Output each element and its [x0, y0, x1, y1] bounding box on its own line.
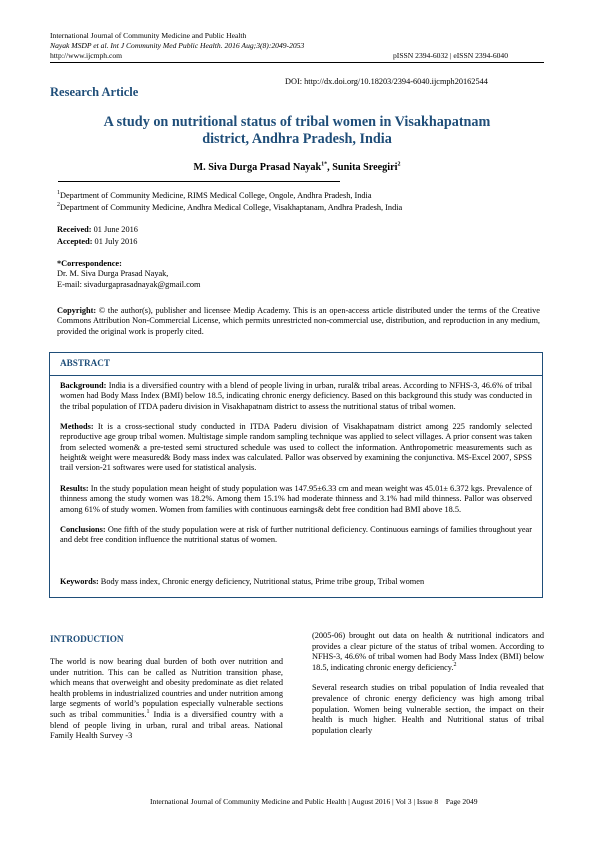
methods-label: Methods:: [60, 422, 94, 431]
affiliation-text: Department of Community Medicine, Andhra Medical College, Visakhaptanam, Andhra Pradesh, India: [60, 203, 403, 212]
intro-paragraph: [50, 657, 283, 742]
abstract-keywords: [60, 577, 532, 587]
abstract-header: [50, 353, 542, 376]
article-title: [50, 114, 544, 148]
keywords-label: Keywords:: [60, 577, 99, 586]
keywords-text: Body mass index, Chronic energy deficiency, Nutritional status, Prime tribe group, Tribal women: [98, 577, 425, 586]
correspondence-name: Dr. M. Siva Durga Prasad Nayak,: [57, 269, 169, 279]
affiliation-superscript: 2: [57, 202, 60, 209]
intro-left-column: [50, 657, 283, 752]
accepted-label: Accepted:: [57, 237, 93, 246]
page-footer: International Journal of Community Medicine and Public Health | August 2016 | Vol 3 | Issue 8 Page 2049: [150, 797, 478, 806]
abstract-conclusions: [60, 525, 532, 546]
citation-line: Nayak MSDP et al. Int J Community Med Public Health. 2016 Aug;3(8):2049-2053: [50, 41, 305, 50]
results-text: In the study population mean height of study population was 147.95±6.33 cm and mean weight was 45.01± 6.372 kgs. Prevalence of thinness among the study women was 18.2%. Among them 15.1% had moderate thinness and 3.1% had mild thinness. Pallor was observed among 61% of study women. Women from families with continuous earnings& debt free condition had BMI above 18.5.: [60, 484, 532, 514]
intro-right-column: [312, 631, 544, 746]
methods-text: It is a cross-sectional study conducted in ITDA Paderu division of Visakhapatnam district among 225 randomly selected reproductive age group tribal women. Multistage simple random sampling technique was applied to select villages. A prior consent was taken from selected women& a pre-tested semi structured schedule was used to collect the information. Anthropometric measurements such as height& weight were measured& Body mass index was calculated. Pallor was observed by examining the conjunctiva. MS-Excel 2007, SPSS trail version-21 softwares were used for statistical analysis.: [60, 422, 532, 473]
journal-url[interactable]: http://www.ijcmph.com: [50, 51, 123, 60]
citation-superscript: 2: [453, 662, 457, 669]
title-line-1: A study on nutritional status of tribal women in Visakhapatnam: [103, 114, 491, 130]
received-date: [57, 225, 138, 235]
title-line-2: district, Andhra Pradesh, India: [202, 131, 392, 147]
introduction-heading: INTRODUCTION: [50, 634, 124, 644]
intro-paragraph: [312, 683, 544, 736]
copyright-text: © the author(s), publisher and licensee Medip Academy. This is an open-access article distributed under the terms of the Creative Commons Attribution Non-Commercial License, which permits unrestricted non-commercial use, distribution, and reproduction in any medium, provided the original work is properly cited.: [57, 306, 540, 336]
doi-line[interactable]: DOI: http://dx.doi.org/10.18203/2394-6040.ijcmph20162544: [285, 77, 488, 86]
copyright-label: Copyright:: [57, 306, 97, 315]
author-superscript: 1*: [321, 161, 328, 168]
affiliation-1: [57, 191, 372, 201]
conclusions-label: Conclusions:: [60, 525, 106, 534]
abstract-box: [49, 352, 543, 598]
conclusions-text: One fifth of the study population were at risk of further nutritional deficiency. Continuous earnings of families throughout year and debt free condition influence the nutritional status of women.: [60, 525, 532, 545]
author-name: Sunita Sreegiri: [332, 162, 398, 173]
abstract-methods: [60, 422, 532, 473]
background-label: Background:: [60, 381, 107, 390]
intro-paragraph: [312, 631, 544, 673]
intro-text: India is a diversified country with a blend of people living in urban, rural and tribal areas. National Family Health Survey -3: [50, 709, 283, 741]
author-list: [50, 162, 544, 173]
intro-text: The world is now bearing dual burden of both over nutrition and under nutrition. This can be called as Nutrition transition phase, which means that overweight and obesity predominate as diet related health problems in industrialized countries and under nutrition among large segments of world’s population especially vulnerable sections such as tribal communities.: [50, 657, 283, 719]
issn-line: pISSN 2394-6032 | eISSN 2394-6040: [393, 51, 509, 60]
results-label: Results:: [60, 484, 89, 493]
author-separator: ,: [327, 162, 333, 173]
correspondence-label: *Correspondence:: [57, 259, 122, 268]
intro-text: Several research studies on tribal population of India revealed that prevalence of chronic energy deficiency was high among tribal population. Women being vulnerable section, the impact on their health is much higher. Health and Nutritional status of tribal population clearly: [312, 683, 544, 735]
citation-superscript: 1: [146, 709, 150, 716]
received-value: 01 June 2016: [91, 225, 138, 234]
correspondence-email[interactable]: E-mail: sivadurgaprasadnayak@gmail.com: [57, 279, 201, 289]
correspondence-block: [57, 259, 200, 290]
received-label: Received:: [57, 225, 92, 234]
abstract-background: [60, 381, 532, 412]
author-divider: [58, 181, 340, 182]
journal-name: International Journal of Community Medicine and Public Health: [50, 31, 247, 40]
accepted-date: [57, 237, 137, 247]
author-superscript: 2: [397, 161, 401, 168]
intro-text: (2005-06) brought out data on health & nutritional indicators and provides a clear picture of the status of tribal women. According to NFHS-3, 46.6% of tribal women had Body Mass Index (BMI) below 18.5, indicating chronic energy deficiency.: [312, 631, 544, 672]
abstract-results: [60, 484, 532, 515]
copyright-notice: [57, 306, 540, 337]
author-name: M. Siva Durga Prasad Nayak: [193, 162, 322, 173]
header-divider: [50, 62, 544, 63]
abstract-heading: ABSTRACT: [60, 358, 111, 368]
background-text: India is a diversified country with a blend of people living in urban, rural& tribal areas. According to NFHS-3, 46.6% of tribal women had Body Mass Index (BMI) below 18.5, indicating chronic energy deficiency. Based on this background this study was conducted in the tribal population of ITDA paderu division in Visakhapatnam district to assess the nutritional status of tribal women.: [60, 381, 532, 411]
affiliation-superscript: 1: [57, 190, 60, 197]
affiliation-2: [57, 203, 402, 213]
article-type: Research Article: [50, 85, 139, 99]
accepted-value: 01 July 2016: [92, 237, 138, 246]
affiliation-text: Department of Community Medicine, RIMS Medical College, Ongole, Andhra Pradesh, India: [60, 191, 372, 200]
